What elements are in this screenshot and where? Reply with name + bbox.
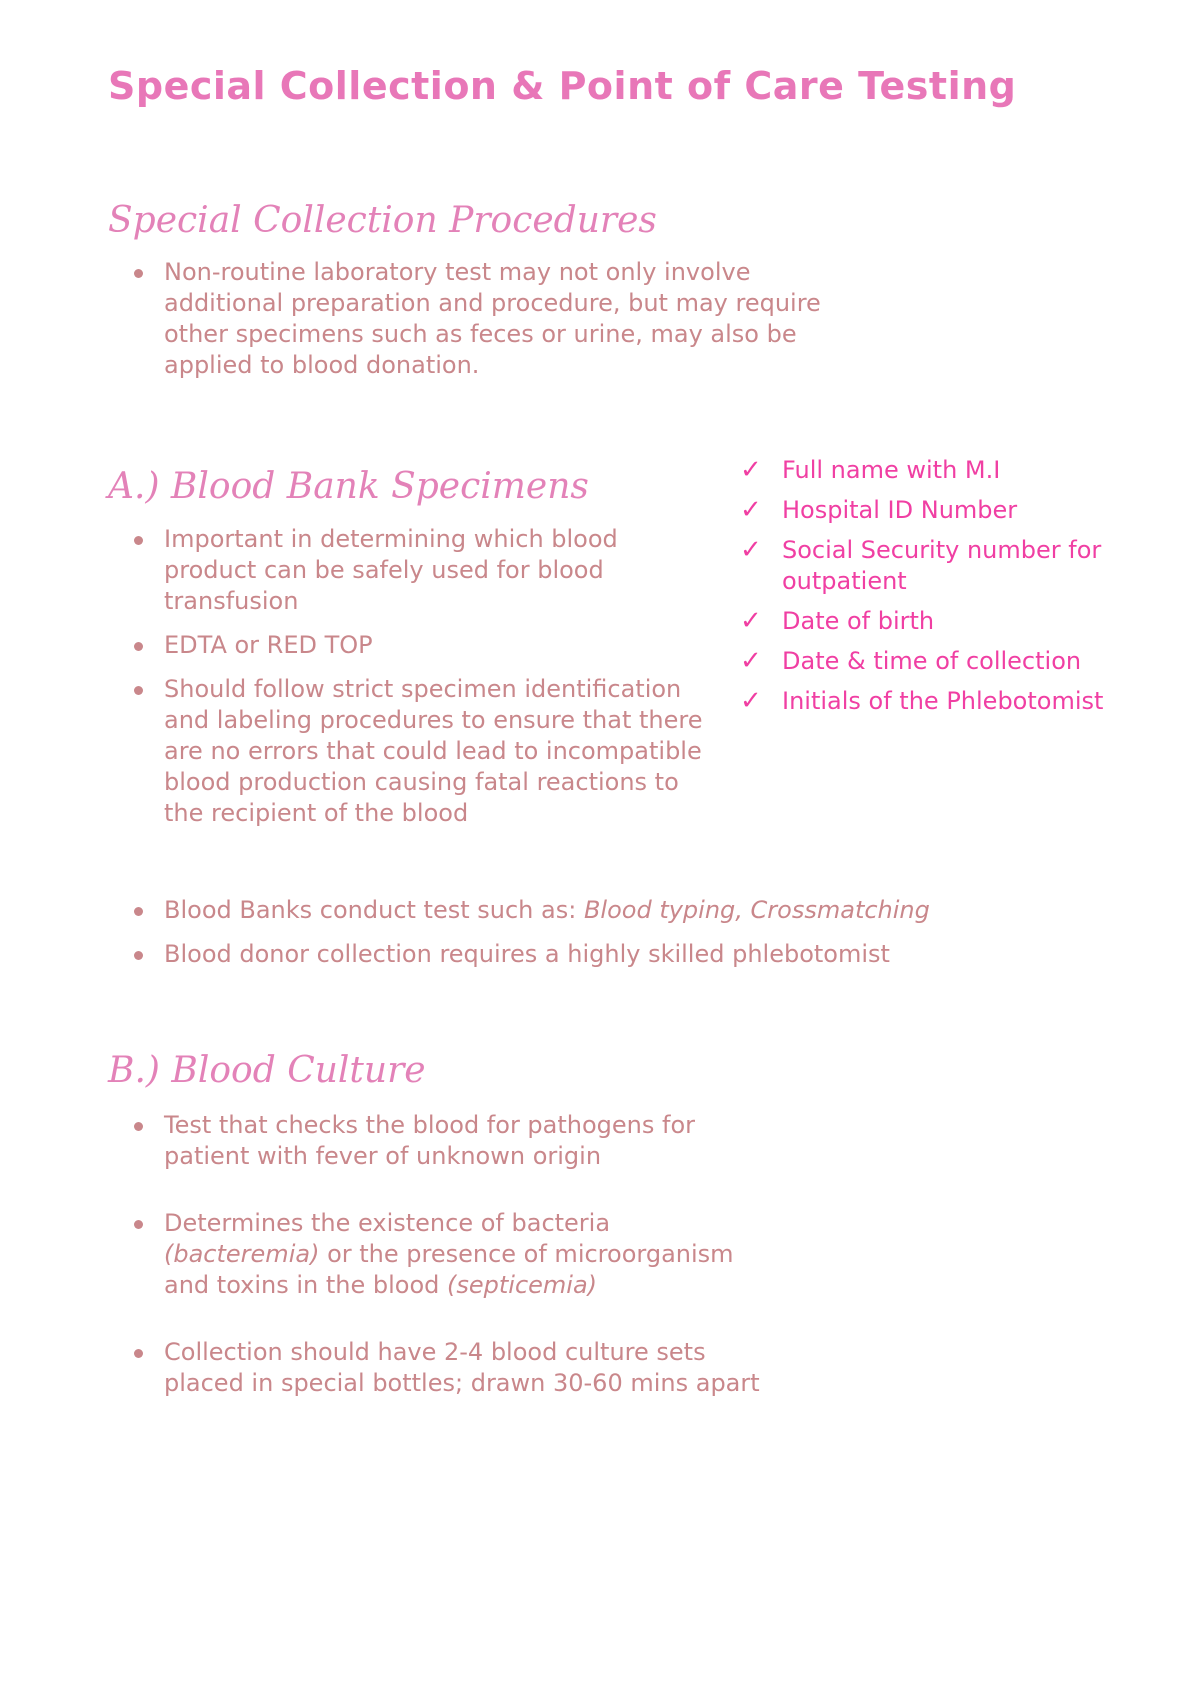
list-item: [128, 630, 708, 661]
checklist-item-text: Social Security number for outpatient: [782, 536, 1102, 595]
check-mark-icon: ✓: [740, 495, 762, 525]
bullet-text: Test that checks the blood for pathogens for patient with fever of unknown origin: [164, 1111, 696, 1170]
checklist-item: [740, 535, 1170, 597]
bullet-text: or the presence of microorganism and toxins in the blood: [164, 1240, 734, 1299]
test-types-emphasis: Blood typing, Crossmatching: [583, 896, 930, 924]
bullet-text: Blood donor collection requires a highly skilled phlebotomist: [164, 940, 890, 968]
check-mark-icon: ✓: [740, 686, 762, 716]
check-mark-icon: ✓: [740, 455, 762, 485]
checklist-item-text: Initials of the Phlebotomist: [782, 687, 1104, 715]
checklist-item-text: Date of birth: [782, 607, 935, 635]
bullet-text: Determines the existence of bacteria: [164, 1209, 611, 1237]
checklist-item: [740, 646, 1170, 677]
bullet-text: Important in determining which blood product can be safely used for blood transfusion: [164, 525, 618, 615]
document-title: Special Collection & Point of Care Testing: [108, 64, 1017, 108]
checklist-item-text: Date & time of collection: [782, 647, 1082, 675]
section-heading-blood-bank: A.) Blood Bank Specimens: [108, 466, 589, 507]
list-item: [128, 895, 1128, 926]
list-item: [128, 1208, 768, 1301]
identification-checklist: [740, 455, 1170, 726]
checklist-item-text: Full name with M.I: [782, 456, 1001, 484]
checklist-item: [740, 606, 1170, 637]
bullet-text: EDTA or RED TOP: [164, 631, 373, 659]
list-item: [128, 939, 1128, 970]
checklist-item: [740, 686, 1170, 717]
check-mark-icon: ✓: [740, 646, 762, 676]
bullet-text: Should follow strict specimen identification and labeling procedures to ensure that there are no errors that could lead to incompatible blood production causing fatal reactions to the recipient of the blood: [164, 675, 703, 827]
section-heading-special-collection: Special Collection Procedures: [108, 200, 657, 241]
septicemia-term: (septicemia): [447, 1271, 598, 1299]
list-item: [128, 1337, 768, 1399]
checklist-item: [740, 455, 1170, 486]
checklist-item: [740, 495, 1170, 526]
list-item: [128, 1110, 768, 1172]
section-heading-blood-culture: B.) Blood Culture: [108, 1050, 426, 1091]
blood-bank-bullet-list: [128, 524, 708, 829]
bullet-text: Blood Banks conduct test such as:: [164, 896, 584, 924]
check-mark-icon: ✓: [740, 606, 762, 636]
check-mark-icon: ✓: [740, 535, 762, 565]
list-item: [128, 674, 708, 829]
bacteremia-term: (bacteremia): [164, 1240, 320, 1268]
bullet-text: Collection should have 2-4 blood culture sets placed in special bottles; drawn 30-60 mins apart: [164, 1338, 760, 1397]
list-item: [128, 257, 848, 381]
checklist-item-text: Hospital ID Number: [782, 496, 1018, 524]
blood-bank-additional-bullets: [128, 895, 1128, 970]
special-collection-bullet-list: [128, 257, 848, 381]
list-item: [128, 524, 708, 617]
blood-culture-bullet-list: [128, 1110, 768, 1399]
bullet-text: Non-routine laboratory test may not only involve additional preparation and procedure, but may require other specimens such as feces or urine, may also be applied to blood donation.: [164, 258, 821, 379]
